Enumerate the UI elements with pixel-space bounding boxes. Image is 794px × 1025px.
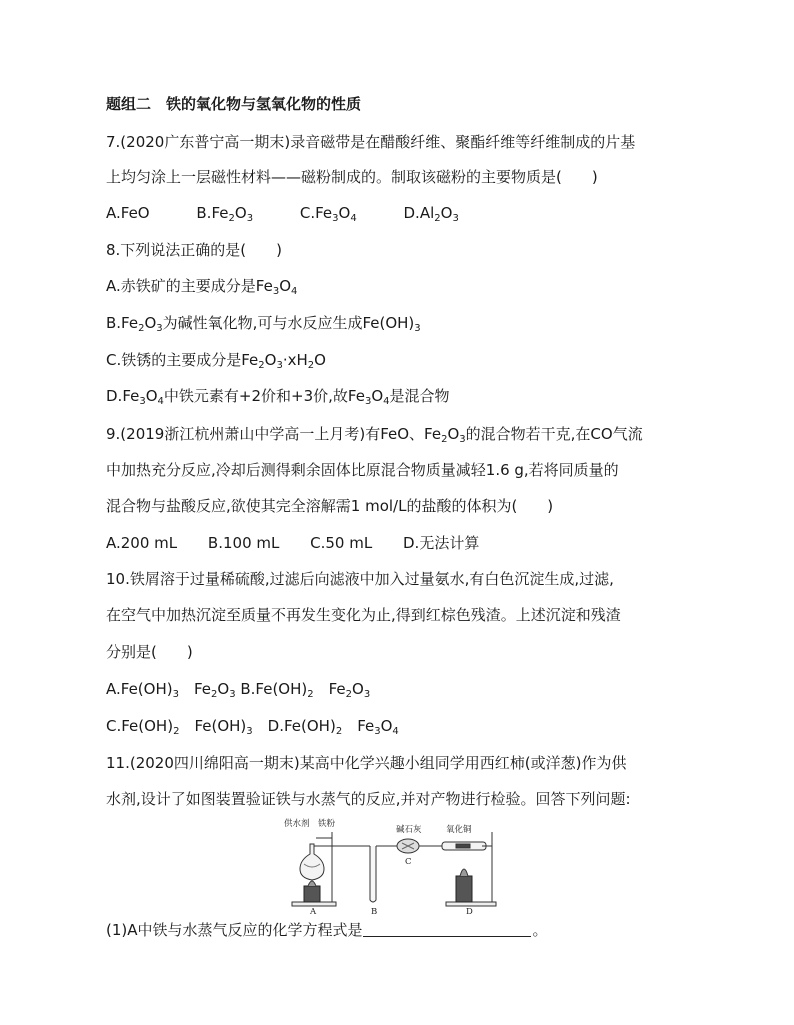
burner-a (304, 886, 320, 902)
q9-stem-line-2: 中加热充分反应,冷却后测得剩余固体比原混合物质量减轻1.6 g,若将同质量的 (106, 461, 619, 479)
test-tube-b (370, 846, 376, 902)
label-cuo: 氧化铜 (446, 825, 472, 835)
q8-option-c: C.铁锈的主要成分是$Fe_2O_3\cdot xH_2O$ (106, 351, 326, 371)
flask-a (300, 844, 324, 880)
q7-stem-line-1: 7.(2020广东普宁高一期末)录音磁带是在醋酸纤维、聚酯纤维等纤维制成的片基 (106, 133, 636, 151)
q11-sub-question-1: (1)A中铁与水蒸气反应的化学方程式是 。 (106, 921, 548, 939)
q9-option-c: C.50 mL (310, 534, 373, 552)
stand-d-base (446, 902, 496, 906)
q11-stem-line-2: 水剂,设计了如图装置验证铁与水蒸气的反应,并对产物进行检验。回答下列问题: (106, 790, 631, 808)
q9-option-d: D.无法计算 (403, 534, 480, 552)
flame-a (308, 881, 316, 886)
q9-stem-line-3: 混合物与盐酸反应,欲使其完全溶解需1 mol/L的盐酸的体积为( ) (106, 497, 554, 515)
q10-options-row-1: $A.Fe(OH)_3$ $Fe_2O_3$ $B.Fe(OH)_2$ $Fe_2O_3$ (106, 680, 371, 700)
q7-option-d: $D.Al_2O_3$ (403, 204, 459, 224)
q9-options (106, 533, 479, 553)
q10-stem-line-3: 分别是( ) (106, 643, 193, 661)
q10-stem-line-1: 10.铁屑溶于过量稀硫酸,过滤后向滤液中加入过量氨水,有白色沉淀生成,过滤, (106, 570, 614, 588)
q11-stem-line-1: 11.(2020四川绵阳高一期末)某高中化学兴趣小组同学用西红柿(或洋葱)作为供 (106, 754, 627, 772)
q8-option-a: A.赤铁矿的主要成分是$Fe_3O_4$ (106, 277, 298, 297)
q10-stem-line-2: 在空气中加热沉淀至质量不再发生变化为止,得到红棕色残渣。上述沉淀和残渣 (106, 606, 621, 624)
label-water: 供水剂 (284, 819, 310, 829)
q9-stem-line-1: 9.(2019浙江杭州萧山中学高一上月考)有FeO、$Fe_2O_3$的混合物若干克,在CO气流 (106, 425, 643, 445)
label-lime: 碱石灰 (396, 825, 422, 835)
label-c: C (405, 857, 412, 867)
answer-blank[interactable] (363, 922, 531, 937)
q7-options (106, 203, 459, 223)
label-a: A (310, 907, 317, 916)
label-iron: 铁粉 (318, 819, 336, 829)
q7-option-b: $B.Fe_2O_3$ (196, 204, 254, 224)
section-heading: 题组二 铁的氧化物与氢氧化物的性质 (106, 95, 362, 113)
q7-option-c: $C.Fe_3O_4$ (299, 204, 357, 224)
label-b: B (371, 907, 378, 916)
q8-option-b: $B.Fe_2O_3$为碱性氧化物,可与水反应生成$Fe(OH)_3$ (106, 314, 421, 334)
cuo-powder (456, 844, 470, 848)
burner-d (456, 876, 472, 902)
label-d: D (466, 907, 473, 916)
apparatus-diagram (270, 814, 510, 916)
q8-option-d: $D.Fe_3O_4$中铁元素有+2价和+3价,故$Fe_3O_4$是混合物 (106, 387, 450, 407)
q7-stem-line-2: 上均匀涂上一层磁性材料——磁粉制成的。制取该磁粉的主要物质是( ) (106, 168, 598, 186)
q9-option-a: A.200 mL (106, 534, 178, 552)
q8-stem: 8.下列说法正确的是( ) (106, 241, 283, 259)
stand-a-base (292, 902, 336, 906)
q9-option-b: B.100 mL (207, 534, 280, 552)
q7-option-a: A.FeO (106, 204, 150, 222)
q10-options-row-2: $C.Fe(OH)_2$ $Fe(OH)_3$ $D.Fe(OH)_2$ $Fe_3O_4$ (106, 717, 399, 737)
flame-d (460, 869, 468, 876)
